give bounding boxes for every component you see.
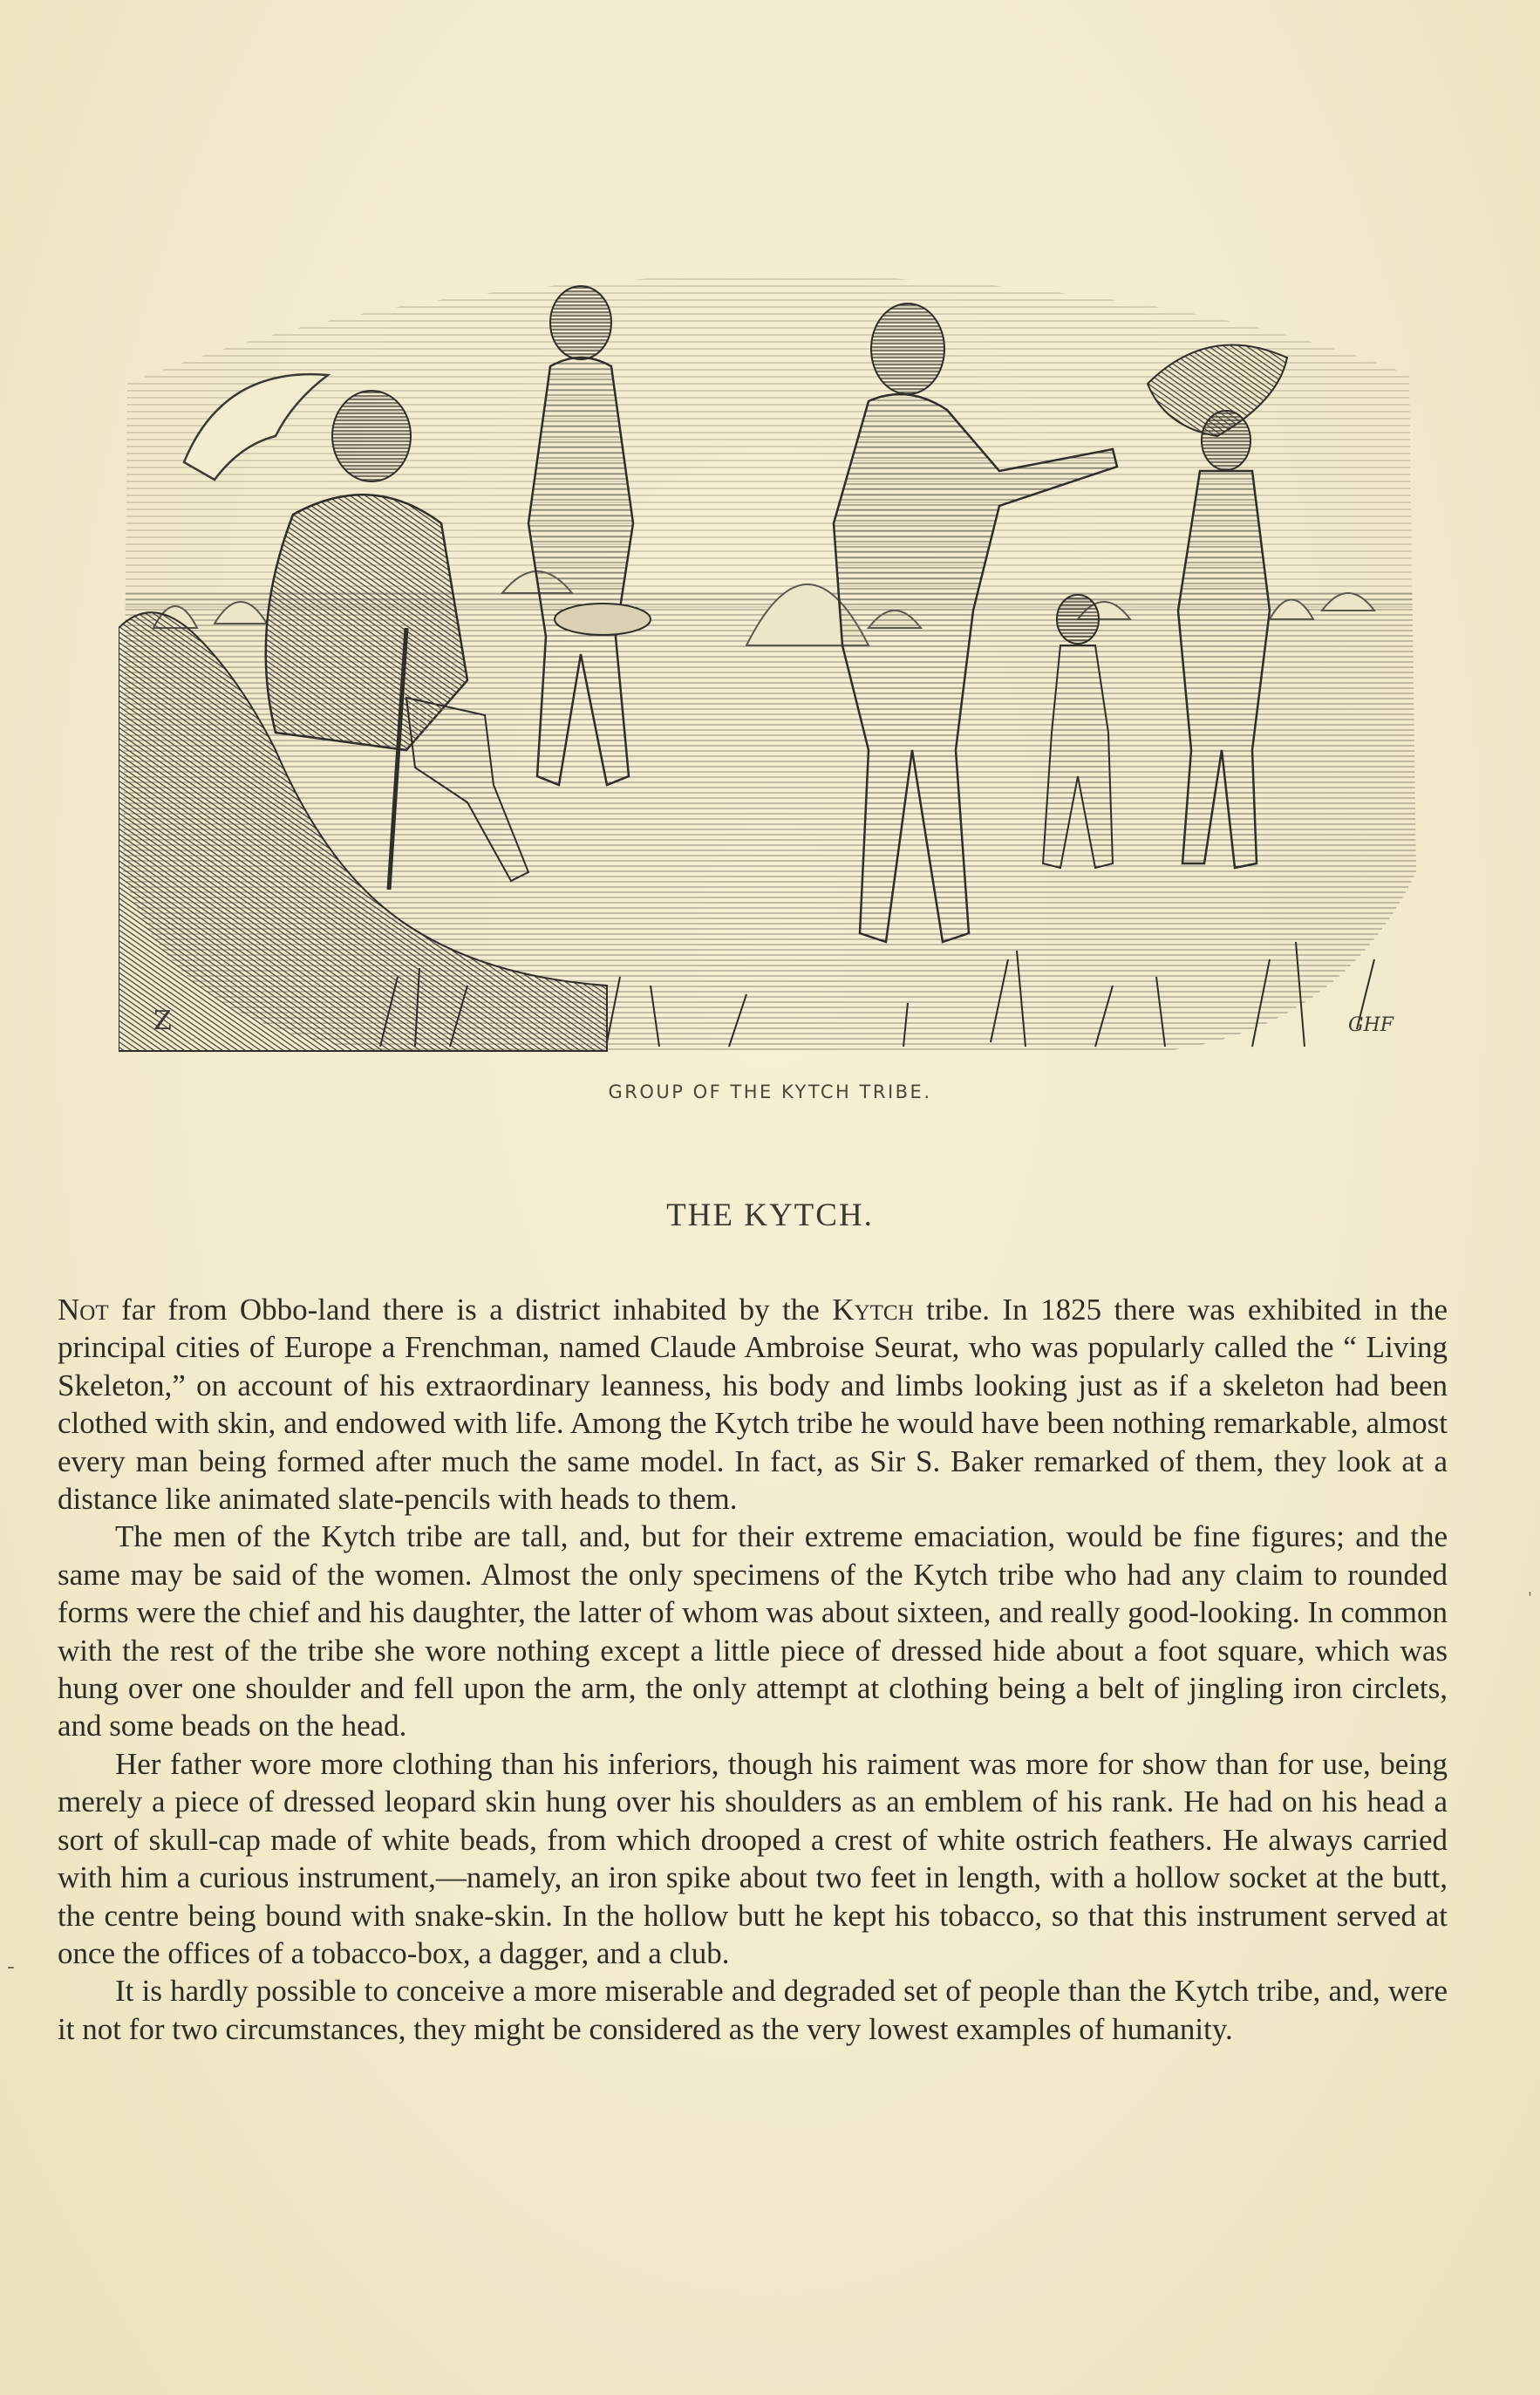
- engraver-signature: GHF: [1348, 1014, 1394, 1036]
- paragraph-1: [58, 1291, 1448, 1518]
- engraving-illustration: [119, 262, 1418, 1064]
- paragraph-2: The men of the Kytch tribe are tall, and, but for their extreme emaciation, would be fine figures; and the same may be said of the women. Almost the only specimens of the Kytch tribe who had any claim to rounded forms were the chief and his daughter, the latter of whom was about sixteen, and really good-looking. In common with the rest of the tribe she wore nothing except a little piece of dressed hide about a foot square, which was hung over one shoulder and fell upon the arm, the only attempt at clothing being a belt of jingling iron circlets, and some beads on the head.: [58, 1519, 1448, 1743]
- chapter-title: THE KYTCH.: [666, 1198, 874, 1233]
- body-text: [58, 1291, 1448, 2048]
- paragraph-1-rest: tribe. In 1825 there was exhibited in the principal cities of Europe a Frenchman, named Claude Ambroise Seurat, who was popularly called the “ Living Skeleton,” on account of his extraordinary leanness, his body and limbs looking just as if a skeleton had been clothed with skin, and endowed with life. Among the Kytch tribe he would have been nothing remarkable, almost every man being formed after much the same model. In fact, as Sir S. Baker remarked of them, they look at a distance like animated slate-pencils with heads to them.: [58, 1293, 1448, 1517]
- paragraph-3: Her father wore more clothing than his inferiors, though his raiment was more for show than for use, being merely a piece of dressed leopard skin hung over his shoulders as an emblem of his rank. He had on his head a sort of skull-cap made of white beads, from which drooped a crest of white ostrich feathers. He always carried with him a curious instrument,—namely, an iron spike about two feet in length, with a hollow socket at the butt, the centre being bound with snake-skin. In the hollow butt he kept his tobacco, so that this instrument served at once the offices of a tobacco-box, a dagger, and a club.: [58, 1746, 1448, 1970]
- engraver-mark: Z: [153, 1006, 172, 1036]
- opening-word: Not: [58, 1293, 109, 1327]
- illustration-caption: GROUP OF THE KYTCH TRIBE.: [608, 1082, 932, 1102]
- paragraph-1-text: far from Obbo-land there is a district inhabited by the: [108, 1293, 833, 1327]
- margin-dash: -: [7, 1954, 15, 1980]
- engraving-svg: [119, 262, 1418, 1064]
- tribe-name: Kytch: [832, 1293, 914, 1327]
- paragraph-4: It is hardly possible to conceive a more miserable and degraded set of people than the Kytch tribe, and, were it not for two circumstances, they might be considered as the very lowest examples of humanity.: [58, 1974, 1448, 2046]
- dish: [555, 604, 651, 635]
- margin-tick: ': [1528, 1589, 1532, 1607]
